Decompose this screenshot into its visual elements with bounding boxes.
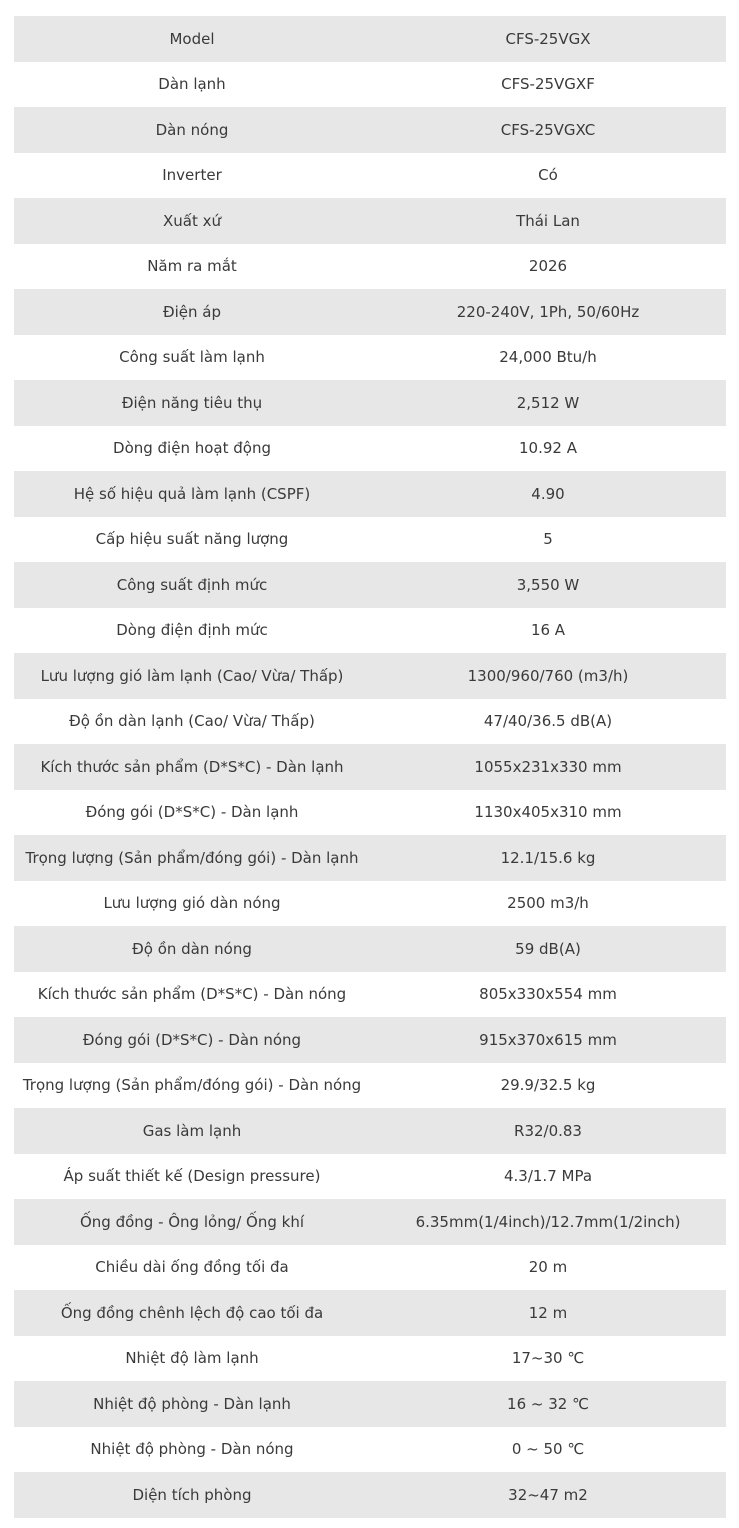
spec-value: 16 A	[370, 608, 726, 654]
spec-row	[14, 1017, 726, 1063]
spec-label: Xuất xứ	[14, 198, 370, 244]
spec-value: R32/0.83	[370, 1108, 726, 1154]
spec-row	[14, 881, 726, 927]
spec-row	[14, 380, 726, 426]
spec-value: CFS-25VGXC	[370, 107, 726, 153]
spec-label: Trọng lượng (Sản phẩm/đóng gói) - Dàn nóng	[14, 1063, 370, 1109]
spec-value: 12 m	[370, 1290, 726, 1336]
spec-label: Công suất làm lạnh	[14, 335, 370, 381]
spec-value: 2026	[370, 244, 726, 290]
spec-label: Ống đồng chênh lệch độ cao tối đa	[14, 1290, 370, 1336]
spec-label: Độ ồn dàn lạnh (Cao/ Vừa/ Thấp)	[14, 699, 370, 745]
spec-table-body	[14, 16, 726, 1518]
spec-value: 16 ~ 32 ℃	[370, 1381, 726, 1427]
spec-value: 29.9/32.5 kg	[370, 1063, 726, 1109]
spec-row	[14, 608, 726, 654]
spec-row	[14, 1154, 726, 1200]
spec-value: 220-240V, 1Ph, 50/60Hz	[370, 289, 726, 335]
spec-label: Gas làm lạnh	[14, 1108, 370, 1154]
spec-value: CFS-25VGX	[370, 16, 726, 62]
spec-value: 3,550 W	[370, 562, 726, 608]
spec-row	[14, 335, 726, 381]
spec-value: 10.92 A	[370, 426, 726, 472]
spec-value: 20 m	[370, 1245, 726, 1291]
spec-value: 1300/960/760 (m3/h)	[370, 653, 726, 699]
spec-row	[14, 16, 726, 62]
spec-value: 6.35mm(1/4inch)/12.7mm(1/2inch)	[370, 1199, 726, 1245]
spec-row	[14, 107, 726, 153]
spec-row	[14, 244, 726, 290]
spec-row	[14, 471, 726, 517]
spec-row	[14, 1108, 726, 1154]
spec-row	[14, 790, 726, 836]
spec-value: 915x370x615 mm	[370, 1017, 726, 1063]
spec-label: Dòng điện định mức	[14, 608, 370, 654]
spec-label: Điện năng tiêu thụ	[14, 380, 370, 426]
spec-value: 2500 m3/h	[370, 881, 726, 927]
spec-label: Diện tích phòng	[14, 1472, 370, 1518]
spec-row	[14, 1427, 726, 1473]
spec-row	[14, 1336, 726, 1382]
spec-label: Kích thước sản phẩm (D*S*C) - Dàn lạnh	[14, 744, 370, 790]
spec-value: 24,000 Btu/h	[370, 335, 726, 381]
spec-value: 0 ~ 50 ℃	[370, 1427, 726, 1473]
spec-label: Độ ồn dàn nóng	[14, 926, 370, 972]
spec-value: 32~47 m2	[370, 1472, 726, 1518]
spec-value: 4.90	[370, 471, 726, 517]
spec-value: 805x330x554 mm	[370, 972, 726, 1018]
spec-row	[14, 1063, 726, 1109]
spec-row	[14, 653, 726, 699]
spec-label: Nhiệt độ phòng - Dàn lạnh	[14, 1381, 370, 1427]
spec-row	[14, 1381, 726, 1427]
spec-value: Thái Lan	[370, 198, 726, 244]
spec-label: Nhiệt độ làm lạnh	[14, 1336, 370, 1382]
spec-label: Kích thước sản phẩm (D*S*C) - Dàn nóng	[14, 972, 370, 1018]
spec-row	[14, 972, 726, 1018]
spec-label: Trọng lượng (Sản phẩm/đóng gói) - Dàn lạnh	[14, 835, 370, 881]
spec-row	[14, 153, 726, 199]
spec-label: Công suất định mức	[14, 562, 370, 608]
spec-value: 1130x405x310 mm	[370, 790, 726, 836]
spec-table	[14, 16, 726, 1518]
spec-row	[14, 926, 726, 972]
spec-label: Dàn lạnh	[14, 62, 370, 108]
spec-value: Có	[370, 153, 726, 199]
spec-value: 1055x231x330 mm	[370, 744, 726, 790]
spec-row	[14, 699, 726, 745]
spec-row	[14, 1245, 726, 1291]
spec-row	[14, 198, 726, 244]
spec-label: Đóng gói (D*S*C) - Dàn nóng	[14, 1017, 370, 1063]
spec-value: 17~30 ℃	[370, 1336, 726, 1382]
spec-value: 2,512 W	[370, 380, 726, 426]
spec-value: 4.3/1.7 MPa	[370, 1154, 726, 1200]
spec-row	[14, 1290, 726, 1336]
spec-label: Nhiệt độ phòng - Dàn nóng	[14, 1427, 370, 1473]
spec-label: Model	[14, 16, 370, 62]
spec-row	[14, 517, 726, 563]
spec-row	[14, 426, 726, 472]
spec-label: Inverter	[14, 153, 370, 199]
spec-label: Dòng điện hoạt động	[14, 426, 370, 472]
spec-label: Lưu lượng gió dàn nóng	[14, 881, 370, 927]
spec-label: Đóng gói (D*S*C) - Dàn lạnh	[14, 790, 370, 836]
spec-row	[14, 1199, 726, 1245]
spec-label: Lưu lượng gió làm lạnh (Cao/ Vừa/ Thấp)	[14, 653, 370, 699]
spec-value: 12.1/15.6 kg	[370, 835, 726, 881]
spec-label: Hệ số hiệu quả làm lạnh (CSPF)	[14, 471, 370, 517]
spec-row	[14, 562, 726, 608]
spec-value: 59 dB(A)	[370, 926, 726, 972]
spec-label: Ống đồng - Ông lỏng/ Ống khí	[14, 1199, 370, 1245]
spec-label: Áp suất thiết kế (Design pressure)	[14, 1154, 370, 1200]
spec-row	[14, 1472, 726, 1518]
spec-value: CFS-25VGXF	[370, 62, 726, 108]
spec-value: 5	[370, 517, 726, 563]
spec-row	[14, 62, 726, 108]
spec-row	[14, 744, 726, 790]
spec-row	[14, 835, 726, 881]
spec-label: Cấp hiệu suất năng lượng	[14, 517, 370, 563]
spec-label: Năm ra mắt	[14, 244, 370, 290]
spec-value: 47/40/36.5 dB(A)	[370, 699, 726, 745]
spec-label: Dàn nóng	[14, 107, 370, 153]
spec-label: Điện áp	[14, 289, 370, 335]
spec-row	[14, 289, 726, 335]
spec-label: Chiều dài ống đồng tối đa	[14, 1245, 370, 1291]
